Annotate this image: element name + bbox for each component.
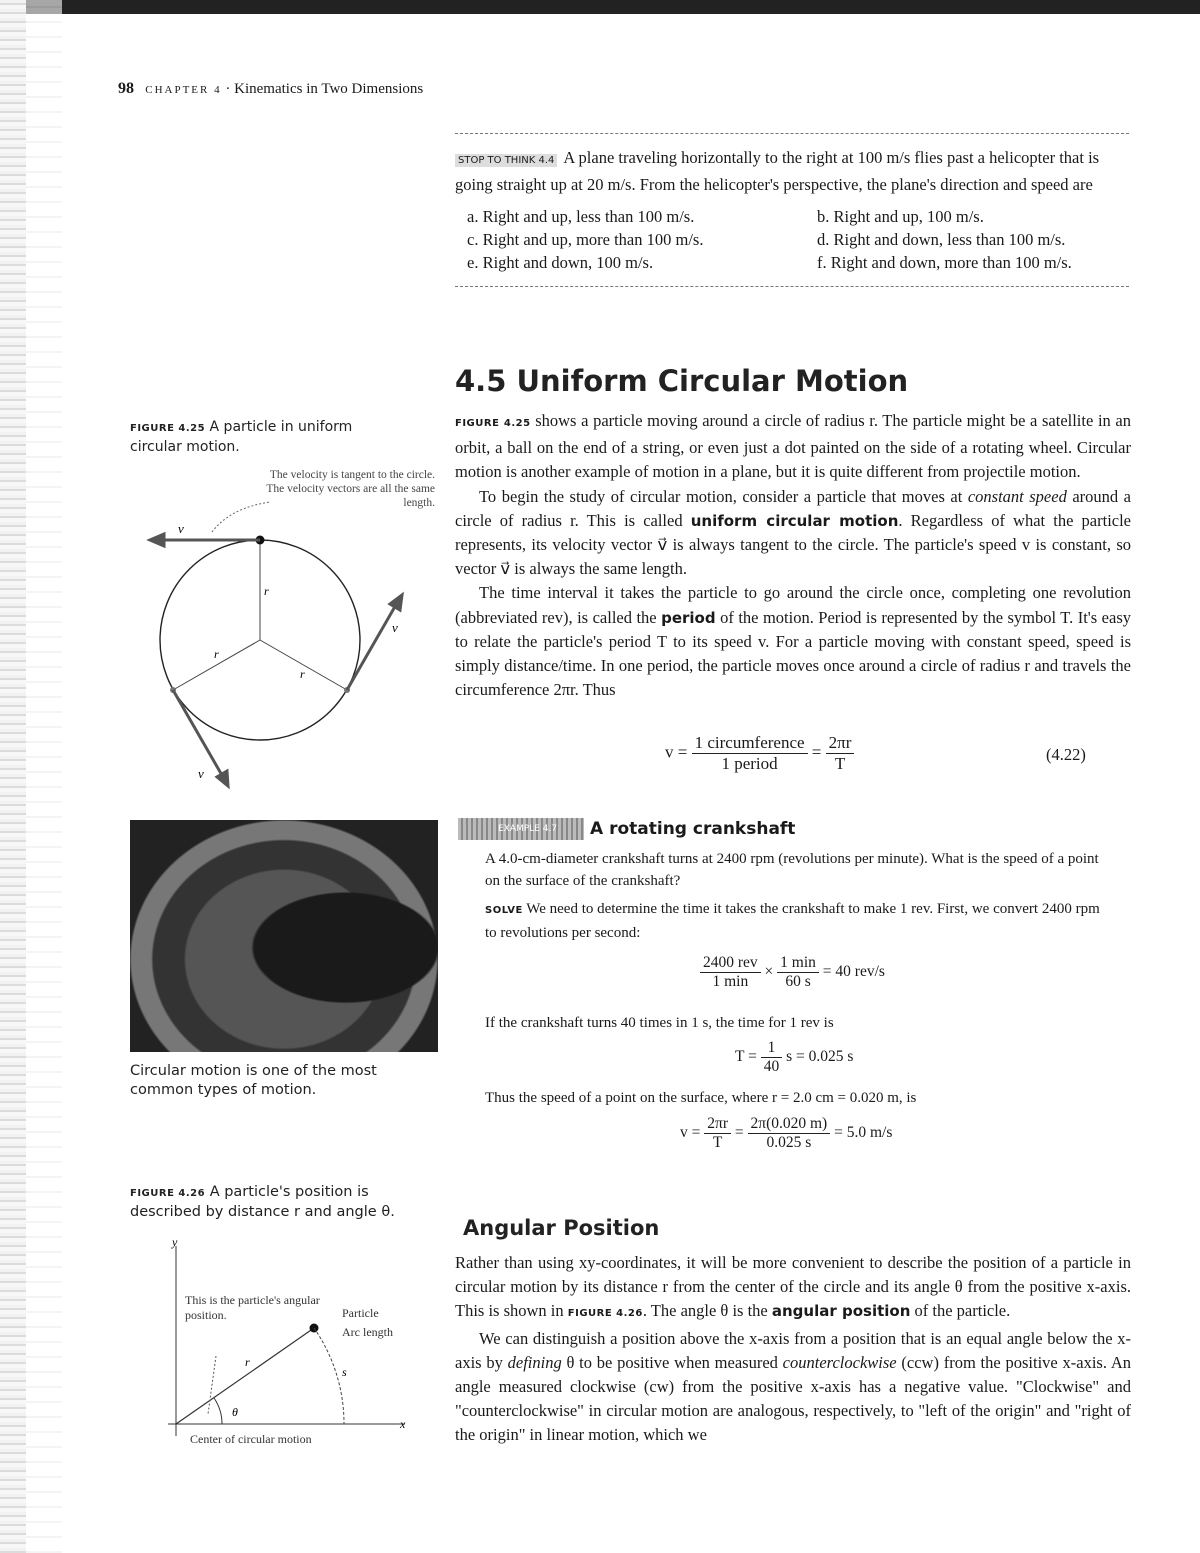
fraction-circumference-period [692,733,808,774]
radius-line-right [260,640,347,690]
example-title: A rotating crankshaft [590,819,796,839]
figure-4-26-caption [130,1183,420,1222]
example-solve [485,898,1113,944]
s-label: s [342,1365,347,1379]
body-text-uniform-circular [455,409,1131,702]
equals-sign: = [811,742,822,762]
chapter-label: CHAPTER 4 [145,84,222,96]
eq1-result: = 40 rev/s [822,963,885,981]
theta-label: θ [232,1405,238,1419]
running-header [118,80,423,98]
stop-to-think-tag: STOP TO THINK 4.4 [455,154,557,167]
ap2-a: We can distinguish a position above the x-axis from a position that is an equal angle below the x-axis by [455,1328,1131,1372]
eq2-result: s = 0.025 s [786,1048,854,1066]
angular-paragraph-2 [455,1327,1131,1448]
ap1-c: of the particle. [910,1301,1011,1321]
header-separator: · [221,81,235,97]
body-text-angular-position [455,1251,1131,1448]
fig426-annotation-particle: Particle [342,1306,379,1320]
ap1-figure-ref: FIGURE 4.26 [567,1308,643,1320]
photo-caption: Circular motion is one of the most common types of motion. [130,1063,377,1098]
choice-f: f. Right and down, more than 100 m/s. [817,253,1072,272]
ap2-c: (ccw) from the positive x-axis. An angle measured clockwise (cw) from the positive x-axis has a negative value. "Clockwise" and "counterclockwise" in circular motion are analogous, respectively, to "left of the origin" and "right of the origin" in linear motion, which we [455,1352,1131,1445]
stop-to-think-box [455,133,1129,287]
arc-length [314,1328,344,1424]
equation-4-22 [665,733,854,774]
times-sign: × [764,963,774,981]
fraction-2pir-T [826,733,855,774]
solve-label: SOLVE [485,905,523,916]
scan-left-edge [0,0,26,1553]
scan-top-border [0,0,1200,14]
annotation-pointer [208,1356,216,1414]
stop-to-think-question: A plane traveling horizontally to the right at 100 m/s flies past a helicopter that is going straight up at 20 m/s. From the helicopter's perspective, the plane's direction and speed are [455,148,1100,194]
choice-c: c. Right and up, more than 100 m/s. [467,230,704,249]
ap2-em-ccw: counterclockwise [782,1352,897,1372]
crankshaft-photo [130,820,438,1052]
term-uniform-circular-motion: uniform circular motion [690,511,899,530]
example-equation-2 [735,1039,853,1076]
eq2-lhs: T = [735,1048,757,1066]
example-line-2: If the crankshaft turns 40 times in 1 s, the time for 1 rev is [485,1015,834,1031]
term-angular-position: angular position [771,1302,911,1321]
scan-left-edge-noise [26,0,62,1553]
paragraph-3 [455,581,1131,702]
figure-4-25-diagram [120,500,420,800]
figure-4-26-caption-text: A particle's position is described by distance r and angle θ. [130,1184,395,1220]
label-r-left: r [214,647,219,661]
eq3-lhs: v = [680,1124,701,1142]
example-equation-1 [700,954,885,991]
eq1-n1: 2400 rev [700,954,761,973]
figure-4-25-annotation: The velocity is tangent to the circle. The velocity vectors are all the same length. [266,469,435,509]
term-period: period [661,608,716,627]
arrowhead-top [150,534,164,546]
eq1-n2: 1 min [777,954,819,973]
p3-part-b: of the motion. Period is represented by the symbol T. It's easy to relate the particle's period T to its speed v. For a particle moving with constant speed, speed is simply distance/time. In one period, the particle moves once around a circle of radius r and travels the circumference 2πr. Thus [455,607,1132,700]
frac-rev-min [700,954,761,991]
eq1-d1: 1 min [712,973,749,990]
ap2-em-defining: defining [507,1352,562,1372]
answer-choices [455,205,1129,274]
page-number: 98 [118,80,134,97]
section-title: 4.5 Uniform Circular Motion [455,364,909,398]
eq3-result: = 5.0 m/s [834,1124,893,1142]
frac-2pir-T [704,1115,731,1152]
solve-text: We need to determine the time it takes the crankshaft to make 1 rev. First, we convert 2400 rpm to revolutions per second: [485,901,1100,941]
example-tag [458,818,584,840]
eq3-n2: 2π(0.020 m) [748,1115,831,1134]
paragraph-1-text: shows a particle moving around a circle of radius r. The particle might be a satellite in an orbit, a ball on the end of a string, or even just a dot painted on the side of a rotating wheel. Circular motion is another example of motion in a plane, but it is quite different from projectile motion. [455,411,1131,482]
eq3-equals: = [734,1124,744,1142]
p2-part-b: around a circle of radius r. This is called [455,486,1131,530]
label-v-top: v⃗ [178,521,194,536]
r-label: r [245,1355,250,1369]
figure-4-25-caption [130,418,390,457]
fig426-annotation-arc: Arc length [342,1325,393,1339]
paragraph-2 [455,485,1131,582]
example-header [458,818,795,840]
example-line-3: Thus the speed of a point on the surface, where r = 2.0 cm = 0.020 m, is [485,1090,917,1106]
fig426-annotation-center: Center of circular motion [190,1432,312,1446]
eq3-d1: T [712,1134,723,1151]
eq1-d2: 60 s [785,973,811,990]
label-r-top: r [264,584,269,598]
p2-part-a: To begin the study of circular motion, consider a particle that moves at [479,486,968,506]
p3-part-a: The time interval it takes the particle to go around the circle once, completing one revolution (abbreviated rev), is called the [455,583,1131,627]
frac-numeric [748,1115,831,1152]
choice-a: a. Right and up, less than 100 m/s. [467,207,695,226]
eq2-n: 1 [761,1039,783,1058]
ap1-a: Rather than using xy-coordinates, it will be more convenient to describe the position of a particle in circular motion by its distance r from the center of the circle and its angle θ from the positive x-axis. This is shown in [455,1253,1131,1321]
choice-b: b. Right and up, 100 m/s. [817,207,984,226]
ap2-b: θ to be positive when measured [561,1352,783,1372]
paragraph-1 [455,409,1131,485]
angle-arc [214,1398,222,1424]
y-label: y [172,1236,178,1249]
frac-min-s [777,954,819,991]
numerator: 1 circumference [692,733,808,754]
annotation-pointer [212,502,270,532]
eq2-d: 40 [763,1058,780,1075]
denominator-2: T [834,754,846,773]
eq3-d2: 0.025 s [766,1134,812,1151]
velocity-vector-right [347,603,397,690]
radius-line [176,1328,314,1424]
arrowhead-left [217,771,228,786]
label-v-right: v⃗ [392,620,408,635]
example-tag-text: EXAMPLE 4.7 [498,824,558,834]
subsection-title: Angular Position [463,1216,660,1240]
figure-label: FIGURE 4.25 [130,423,206,434]
p2-part-c: . Regardless of what the particle represents, its velocity vector v⃗ is always tangent to the circle. The particle's speed v is constant, so vector v⃗ is always the same length. [455,510,1132,579]
label-v-left: v⃗ [198,766,214,781]
example-problem: A 4.0-cm-diameter crankshaft turns at 2400 rpm (revolutions per minute). What is the speed of a point on the surface of the crankshaft? [485,851,1099,889]
denominator: 1 period [721,754,778,773]
choice-d: d. Right and down, less than 100 m/s. [817,230,1066,249]
frac-1-40 [761,1039,783,1076]
caption-text: A particle in uniform circular motion. [130,419,353,455]
example-equation-3 [680,1115,892,1152]
fig426-annotation-angular: This is the particle's angular position. [185,1293,320,1322]
velocity-vector-left [173,690,223,777]
angular-paragraph-1 [455,1251,1131,1327]
eq3-n1: 2πr [704,1115,731,1134]
chapter-title: Kinematics in Two Dimensions [234,81,424,97]
figure-ref: FIGURE 4.25 [455,418,531,429]
label-r-right: r [300,667,305,681]
ap1-b: . The angle θ is the [642,1301,772,1321]
x-label: x [400,1417,406,1431]
p2-emphasis: constant speed [967,486,1067,506]
equation-number: (4.22) [1046,745,1086,764]
figure-4-26-label: FIGURE 4.26 [130,1188,206,1199]
choice-e: e. Right and down, 100 m/s. [467,253,654,272]
eq-lhs: v = [665,742,688,762]
arrowhead-right [390,595,402,610]
numerator-2: 2πr [826,733,855,754]
